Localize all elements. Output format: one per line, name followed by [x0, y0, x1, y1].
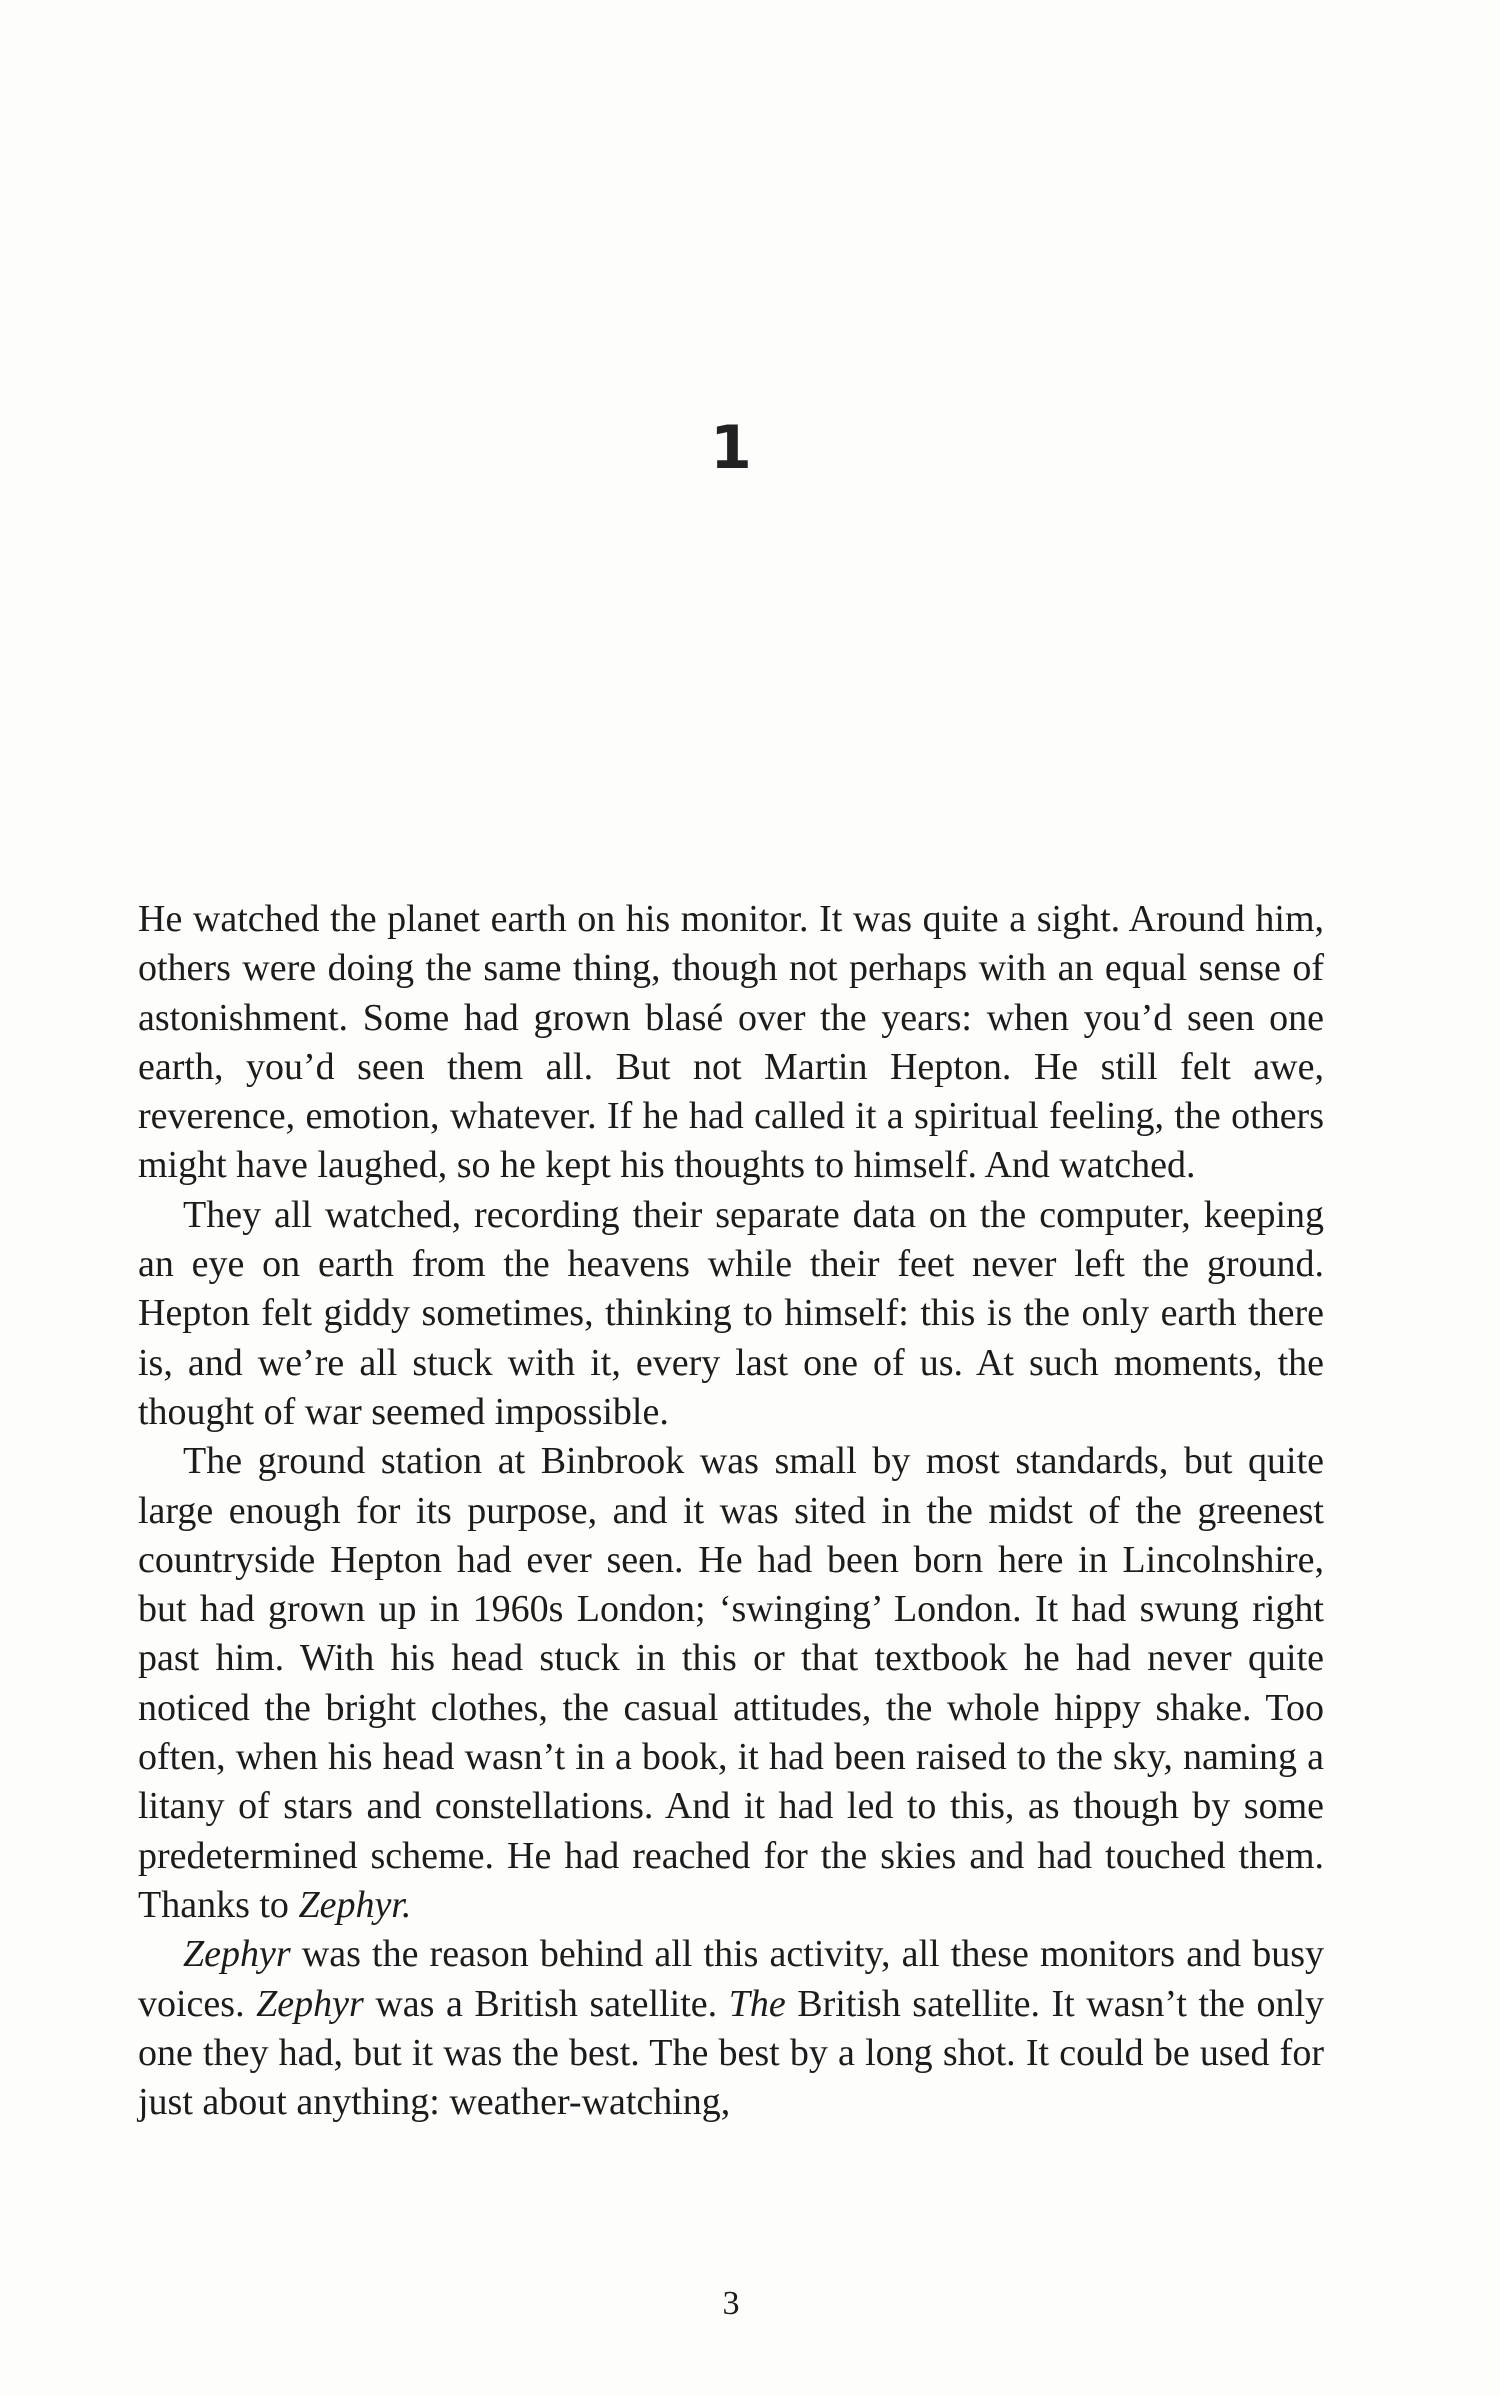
chapter-number: 1 [710, 413, 752, 483]
text-run: They all watched, recording their separate data on the computer, keeping an eye on earth from the heavens while their feet never left the ground. Hepton felt giddy sometimes, thinking to himself: this is the only earth there is, and we’re all stuck with it, every last one of us. At such moments, the thought of war seemed impossible. [138, 1193, 1324, 1433]
page-number: 3 [722, 2285, 740, 2322]
paragraph-1 [138, 895, 1324, 1191]
italic-title-zephyr: Zephyr [256, 1982, 364, 2025]
text-run: The ground station at Binbrook was small by most standards, but quite large enough for its purpose, and it was sited in the midst of the greenest countryside Hepton had ever seen. He had been born here in Lincolnshire, but had grown up in 1960s London; ‘swinging’ London. It had swung right past him. With his head stuck in this or that textbook he had never quite noticed the bright clothes, the casual attitudes, the whole hippy shake. Too often, when his head wasn’t in a book, it had been raised to the sky, naming a litany of stars and constellations. And it had led to this, as though by some predetermined scheme. He had reached for the skies and had touched them. Thanks to [138, 1440, 1324, 1926]
text-run: British satellite. It wasn’t the only one they had, but it was the best. The best by a long shot. It could be used for just about anything: weather-watching, [138, 1982, 1325, 2124]
paragraph-4 [138, 1930, 1324, 2127]
text-run: He watched the planet earth on his monitor. It was quite a sight. Around him, others were doing the same thing, though not perhaps with an equal sense of astonishment. Some had grown blasé over the years: when you’d seen one earth, you’d seen them all. But not Martin Hepton. He still felt awe, reverence, emotion, whatever. If he had called it a spiritual feeling, the others might have laughed, so he kept his thoughts to himself. And watched. [138, 898, 1324, 1187]
text-run: was the reason behind all this activity, all these monitors and busy voices. [138, 1933, 1324, 2025]
paragraph-3 [138, 1437, 1324, 1930]
body-text [138, 895, 1324, 2127]
italic-title-zephyr: Zephyr [183, 1933, 291, 1976]
paragraph-2 [138, 1191, 1324, 1437]
text-run: was a British satellite. [363, 1982, 729, 2025]
italic-emphasis: The [728, 1982, 786, 2025]
italic-title-zephyr: Zephyr. [298, 1883, 412, 1926]
